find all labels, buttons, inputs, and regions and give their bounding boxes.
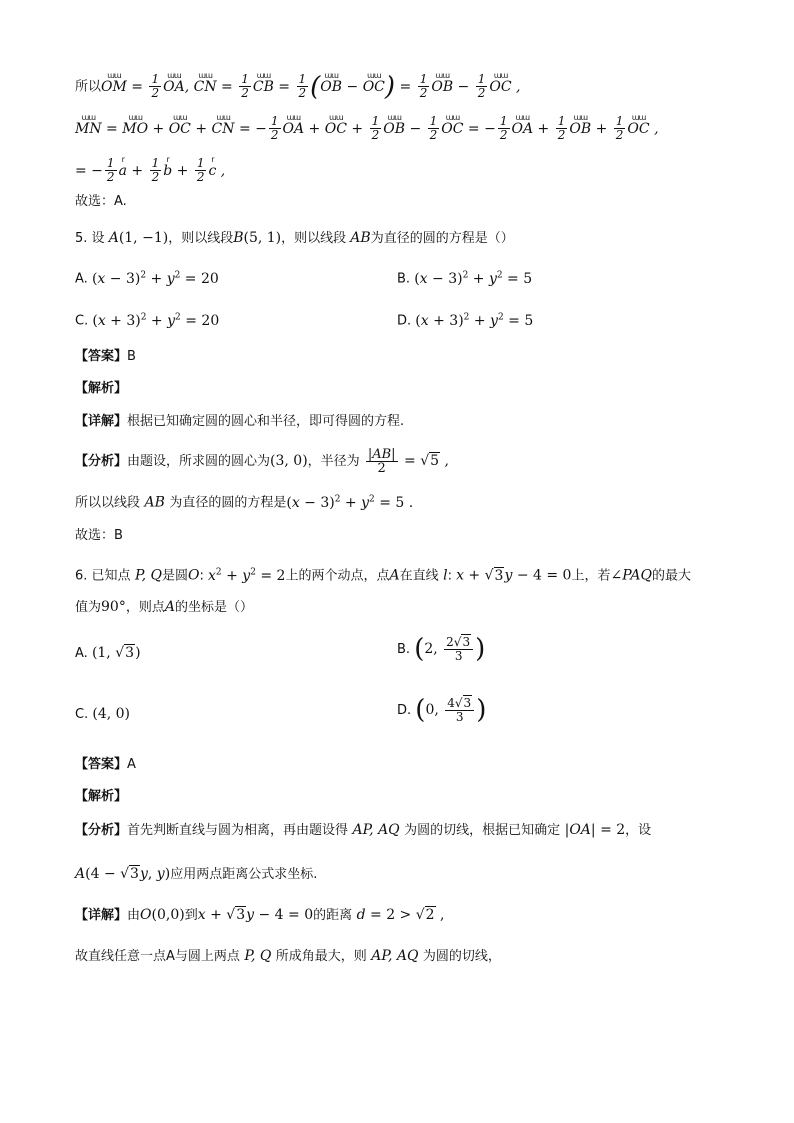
q6-analysis-tag: 【解析】 — [75, 789, 128, 804]
q4-lead: 所以 — [75, 79, 102, 95]
q6-fenxi-2: A(4 − √3y, y)应用两点距离公式求坐标. — [75, 866, 318, 882]
q5-choose: 故选：B — [75, 528, 123, 543]
q6-stem-2: 值为90°，则点A的坐标是（） — [75, 599, 253, 615]
q6-option-a[interactable]: A. (1, √3) — [75, 645, 141, 661]
q5-answer: 【答案】B — [75, 349, 136, 364]
q4-formula-2: MN ɯɯ = MO ɯɯ + OC ɯɯ + CN ɯɯ = − $\frac{1}{2}$ OA ɯɯ + OC ɯɯ + $\frac{1}{2}$ OB ɯɯ − $\frac{1}{2}$ OC ɯɯ = − $\frac{1}{2}$ OA ɯɯ + $\frac{1}{2}$ OB ɯɯ + $\frac{1}{2}$ OC ɯɯ , — [75, 112, 659, 142]
q6-option-c[interactable]: C. (4, 0) — [75, 706, 130, 722]
q5-points: A(1, −1) — [108, 230, 169, 246]
q4-line-2 — [75, 112, 659, 142]
q5-option-c[interactable]: C. $(x + 3)^2 + y^2 = 20$ — [75, 312, 220, 329]
q5-option-b[interactable]: B. $(x - 3)^2 + y^2 = 5$ — [397, 270, 533, 287]
q4-formula-3: = − $\frac{1}{2}$ a r + $\frac{1}{2}$ b r + $\frac{1}{2}$ c r , — [75, 154, 226, 184]
q6-option-b[interactable]: B. (2, $\frac{2√3}{3}$ ) — [397, 634, 486, 664]
q5-option-d[interactable]: D. $(x + 3)^2 + y^2 = 5$ — [397, 312, 534, 329]
q5-fenxi: 【分析】由题设，所求圆的圆心为(3, 0)，半径为 $\frac{|AB|}{2}$ = √5 , — [75, 447, 449, 476]
q5-stem: 5. 设 A(1, −1)，则以线段B(5, 1)，则以线段 AB为直径的圆的方程是（） — [75, 230, 514, 246]
q6-stem-1: 6. 已知点 P, Q是圆O: $x^2 + y^2 = 2$上的两个动点，点A在直线 l: x + √3y − 4 = 0上，若∠PAQ的最大 — [75, 567, 691, 584]
q4-line-3 — [75, 154, 226, 184]
q4-formula-1: OM ɯɯ = $\frac{1}{2}$ OA ɯɯ , CN ɯɯ = $\frac{1}{2}$ CB ɯɯ = $\frac{1}{2}$ (OB ɯɯ − OC ɯɯ ) = $\frac{1}{2}$ OB ɯɯ − $\frac{1}{2}$ OC ɯɯ , — [101, 70, 521, 102]
q6-last-line: 故直线任意一点A与圆上两点 P, Q 所成角最大，则 AP, AQ 为圆的切线， — [75, 948, 501, 964]
q4-choose: 故选：A. — [75, 194, 127, 209]
q5-analysis-tag: 【解析】 — [75, 381, 128, 396]
q4-line-1 — [75, 70, 521, 102]
q5-detail: 【详解】根据已知确定圆的圆心和半径，即可得圆的方程. — [75, 414, 405, 429]
q6-answer: 【答案】A — [75, 757, 136, 772]
q6-option-d[interactable]: D. (0, $\frac{4√3}{3}$ ) — [397, 695, 487, 725]
q6-detail: 【详解】由O(0,0)到x + √3y − 4 = 0的距离 d = 2 > √2 , — [75, 907, 445, 923]
q5-conclusion: 所以以线段 AB 为直径的圆的方程是$(x - 3)^2 + y^2 = 5$ . — [75, 494, 414, 511]
q6-fenxi: 【分析】首先判断直线与圆为相离，再由题设得 AP, AQ 为圆的切线，根据已知确定 |OA| = 2，设 — [75, 822, 652, 838]
q5-option-a[interactable]: A. $(x - 3)^2 + y^2 = 20$ — [75, 270, 219, 287]
